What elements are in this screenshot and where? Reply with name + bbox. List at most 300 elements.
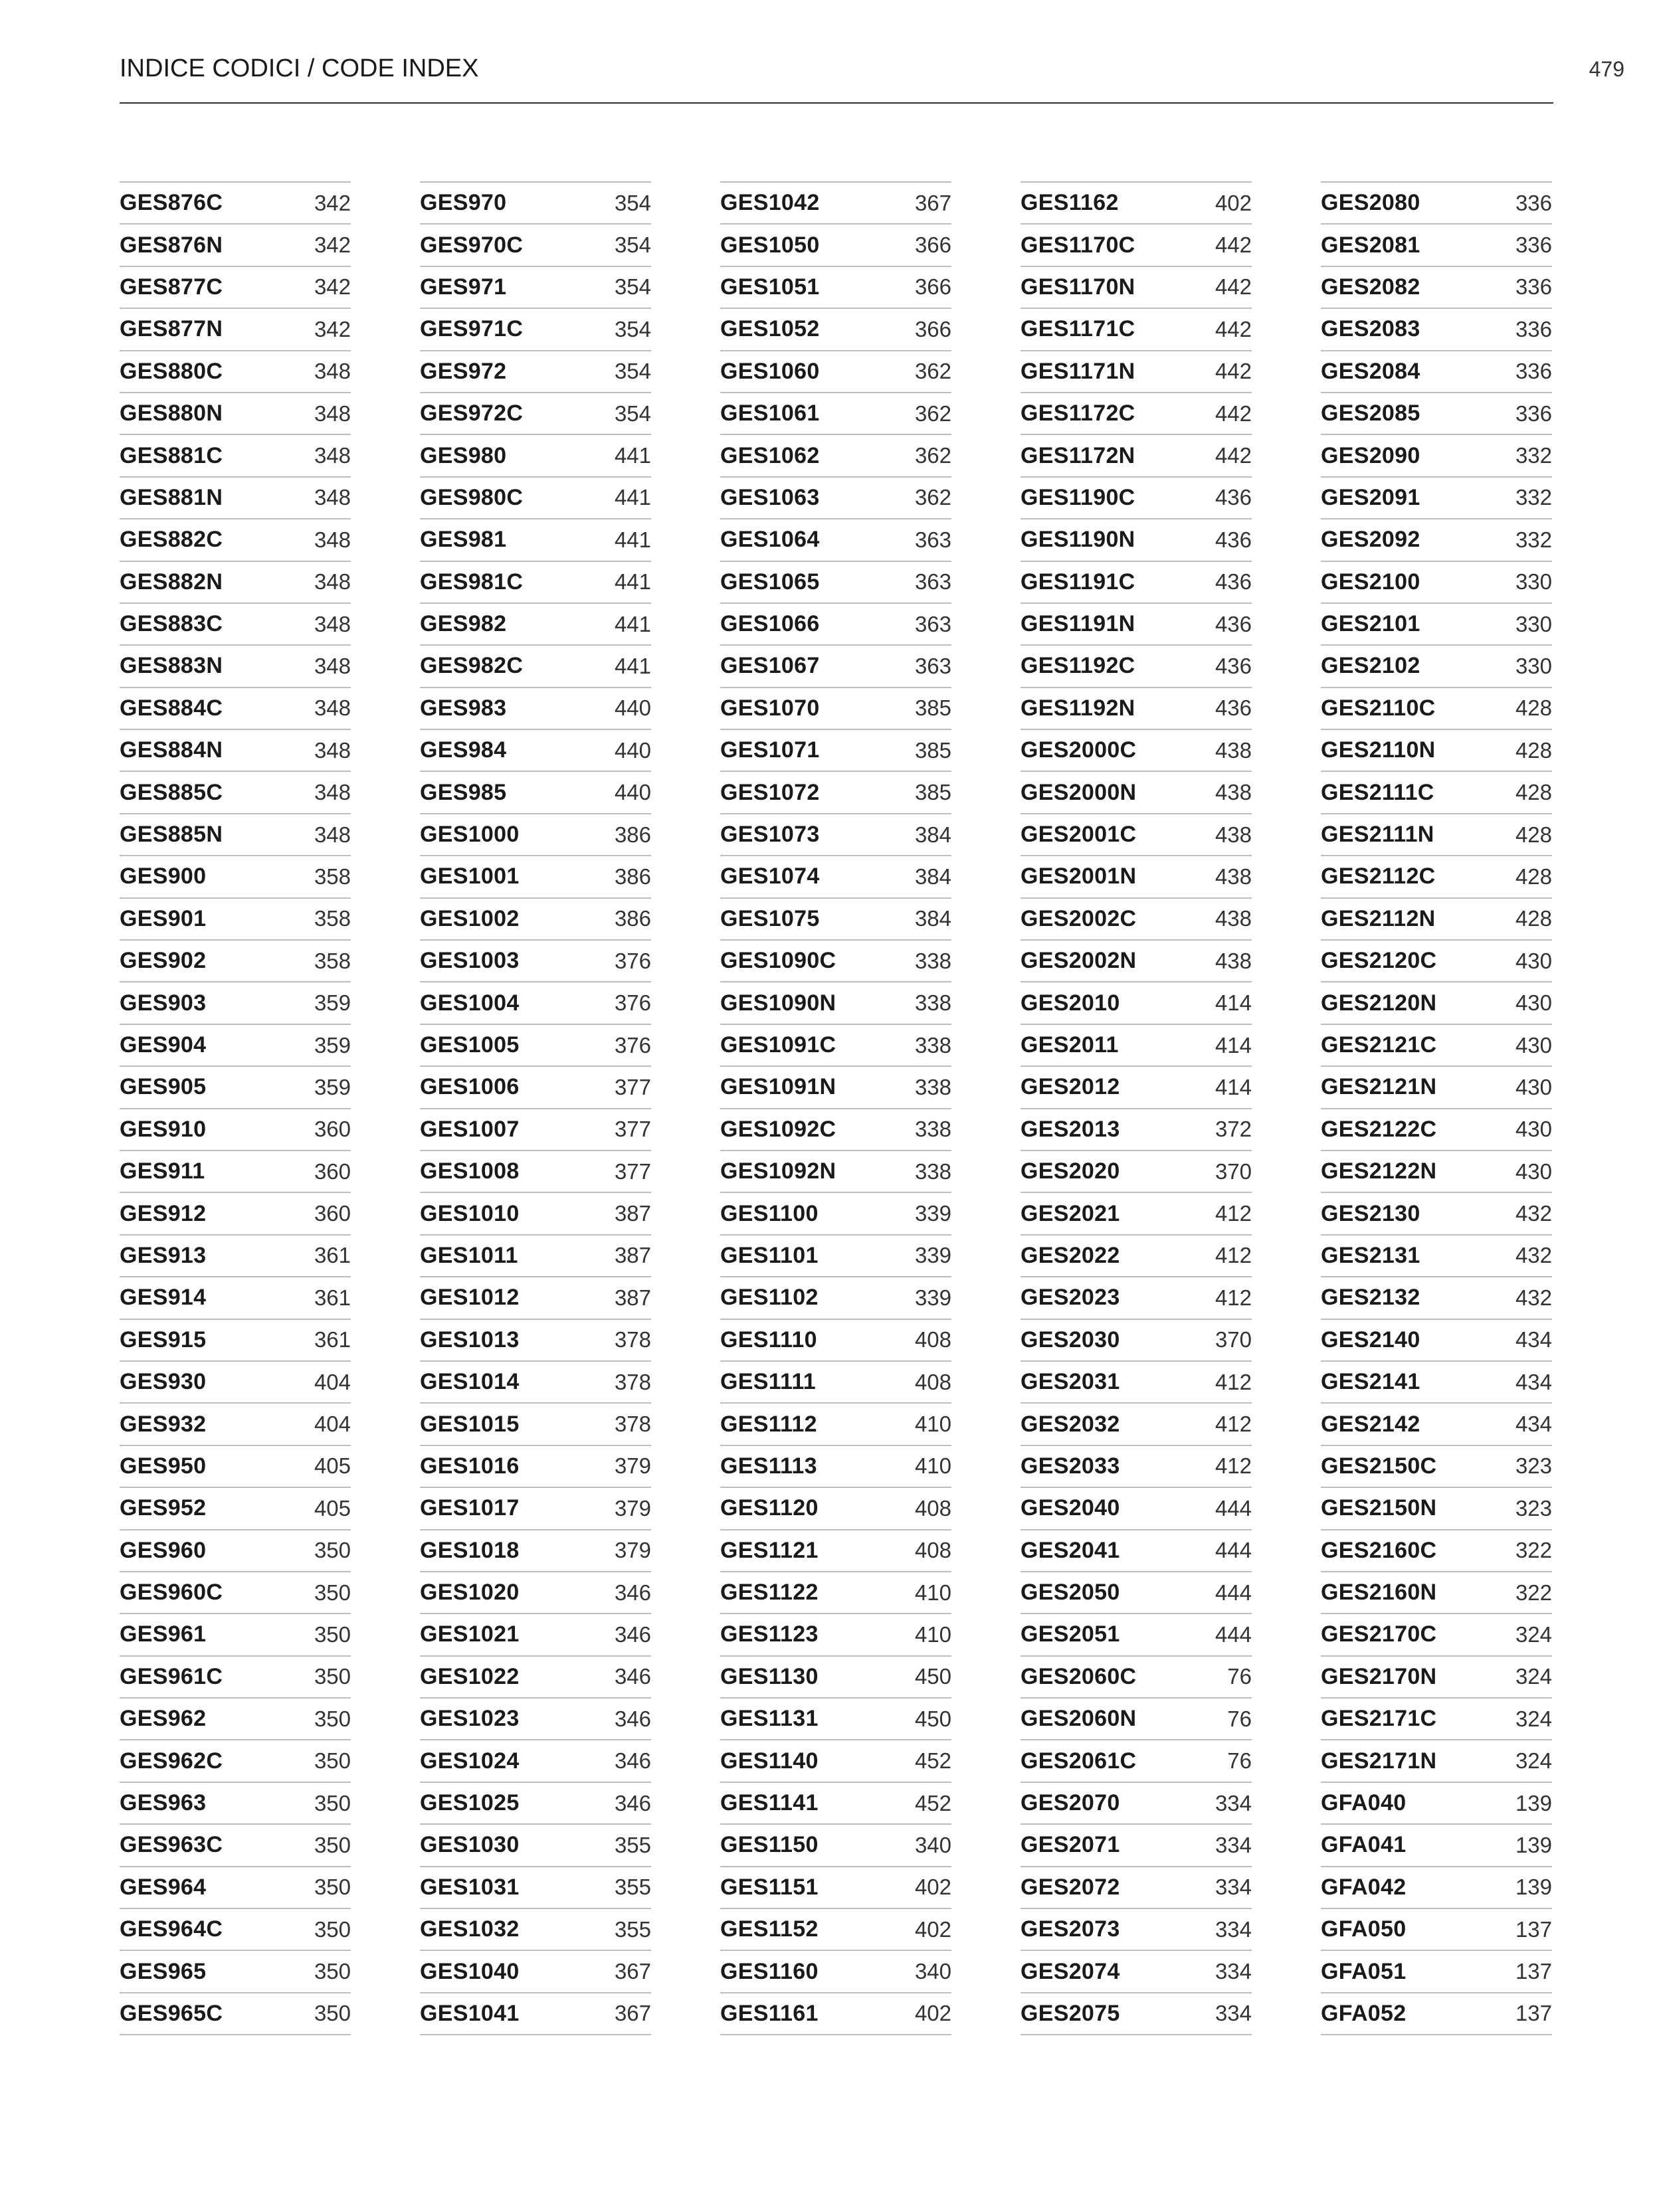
product-code: GES2121C xyxy=(1321,1032,1437,1058)
product-code: GES2071 xyxy=(1021,1832,1120,1858)
product-code: GES971C xyxy=(420,316,524,342)
index-row xyxy=(1321,1993,1552,2035)
page-reference: 342 xyxy=(314,190,351,215)
product-code: GES2001C xyxy=(1021,822,1137,848)
product-code: GES1014 xyxy=(420,1369,520,1395)
product-code: GES2171N xyxy=(1321,1748,1437,1774)
index-row xyxy=(720,1867,951,1909)
page-reference: 355 xyxy=(614,1916,651,1942)
page-reference: 428 xyxy=(1515,822,1552,847)
index-row xyxy=(120,267,351,309)
product-code: GES1022 xyxy=(420,1663,520,1689)
page-reference: 348 xyxy=(314,527,351,552)
product-code: GFA051 xyxy=(1321,1958,1407,1984)
index-row xyxy=(1321,1236,1552,1277)
page-reference: 346 xyxy=(614,1664,651,1689)
index-row xyxy=(1021,646,1252,688)
product-code: GES2032 xyxy=(1021,1411,1120,1437)
index-row xyxy=(420,1488,651,1530)
product-code: GES2041 xyxy=(1021,1537,1120,1563)
index-row xyxy=(720,1362,951,1404)
index-row xyxy=(120,1572,351,1614)
product-code: GES1170N xyxy=(1021,274,1135,300)
product-code: GES1160 xyxy=(720,1958,819,1984)
page-reference: 436 xyxy=(1215,695,1252,721)
index-row xyxy=(720,435,951,477)
index-row xyxy=(720,1277,951,1319)
page-reference: 379 xyxy=(614,1453,651,1479)
page-reference: 323 xyxy=(1515,1453,1552,1479)
product-code: GES901 xyxy=(120,905,207,931)
product-code: GES984 xyxy=(420,737,507,763)
product-code: GES1102 xyxy=(720,1285,819,1311)
product-code: GES1050 xyxy=(720,232,820,258)
page-reference: 360 xyxy=(314,1158,351,1184)
index-row xyxy=(120,1320,351,1362)
page-reference: 377 xyxy=(614,1074,651,1099)
index-row xyxy=(1021,435,1252,477)
page-reference: 441 xyxy=(614,569,651,595)
product-code: GES1025 xyxy=(420,1790,520,1816)
index-row xyxy=(720,309,951,351)
page-reference: 354 xyxy=(614,274,651,300)
page-reference: 440 xyxy=(614,780,651,805)
page-reference: 441 xyxy=(614,527,651,552)
product-code: GES1064 xyxy=(720,527,820,553)
index-row xyxy=(120,1404,351,1445)
index-row xyxy=(1021,1236,1252,1277)
index-row xyxy=(420,1740,651,1782)
product-code: GES962C xyxy=(120,1748,223,1774)
index-row xyxy=(720,1572,951,1614)
product-code: GES2160C xyxy=(1321,1537,1437,1563)
page-reference: 339 xyxy=(914,1201,951,1226)
page-reference: 360 xyxy=(314,1201,351,1226)
product-code: GES2132 xyxy=(1321,1285,1420,1311)
page-reference: 350 xyxy=(314,1959,351,1984)
page-reference: 350 xyxy=(314,2001,351,2026)
product-code: GES912 xyxy=(120,1200,207,1226)
index-row xyxy=(420,1320,651,1362)
page-reference: 440 xyxy=(614,695,651,721)
page-reference: 367 xyxy=(914,190,951,215)
index-row xyxy=(1321,1825,1552,1867)
product-code: GES1161 xyxy=(720,2000,819,2026)
product-code: GES1010 xyxy=(420,1200,520,1226)
page-reference: 442 xyxy=(1215,316,1252,341)
page-reference: 363 xyxy=(914,527,951,552)
page-reference: 342 xyxy=(314,274,351,300)
page-reference: 410 xyxy=(914,1412,951,1437)
product-code: GES2002C xyxy=(1021,905,1137,931)
page-reference: 336 xyxy=(1515,401,1552,426)
product-code: GES911 xyxy=(120,1158,205,1184)
product-code: GES1123 xyxy=(720,1621,819,1647)
page-reference: 434 xyxy=(1515,1412,1552,1437)
page-reference: 436 xyxy=(1215,653,1252,678)
product-code: GES1092C xyxy=(720,1116,836,1142)
product-code: GES1002 xyxy=(420,905,520,931)
index-row xyxy=(1321,1909,1552,1951)
page-reference: 76 xyxy=(1227,1748,1252,1774)
product-code: GES1171C xyxy=(1021,316,1135,342)
product-code: GES960C xyxy=(120,1580,223,1606)
product-code: GES2060N xyxy=(1021,1706,1137,1732)
page-reference: 376 xyxy=(614,990,651,1016)
page-reference: 402 xyxy=(914,2001,951,2026)
product-code: GES1131 xyxy=(720,1706,819,1732)
product-code: GES877N xyxy=(120,316,223,342)
product-code: GES2061C xyxy=(1021,1748,1137,1774)
index-row xyxy=(1021,1151,1252,1193)
page-reference: 444 xyxy=(1215,1580,1252,1605)
product-code: GES1021 xyxy=(420,1621,520,1647)
index-row xyxy=(1321,730,1552,772)
page-reference: 430 xyxy=(1515,1158,1552,1184)
product-code: GES1120 xyxy=(720,1495,819,1521)
index-row xyxy=(1321,688,1552,730)
index-row xyxy=(1321,1446,1552,1488)
index-row xyxy=(420,1362,651,1404)
index-row xyxy=(120,1614,351,1656)
product-code: GES883N xyxy=(120,653,223,679)
page-reference: 330 xyxy=(1515,611,1552,636)
product-code: GES961C xyxy=(120,1663,223,1689)
index-row xyxy=(420,814,651,856)
page-number: 479 xyxy=(1589,57,1624,81)
page-reference: 334 xyxy=(1215,1790,1252,1815)
page-reference: 350 xyxy=(314,1580,351,1605)
page-reference: 336 xyxy=(1515,232,1552,258)
page-reference: 438 xyxy=(1215,864,1252,889)
index-row xyxy=(420,1867,651,1909)
page-reference: 441 xyxy=(614,485,651,510)
product-code: GES1111 xyxy=(720,1369,816,1395)
page-reference: 360 xyxy=(314,1117,351,1142)
product-code: GES1121 xyxy=(720,1537,819,1563)
index-row xyxy=(1021,1572,1252,1614)
page-reference: 385 xyxy=(914,780,951,805)
index-row xyxy=(120,1740,351,1782)
index-row xyxy=(1321,309,1552,351)
index-row xyxy=(420,856,651,898)
index-row xyxy=(120,1699,351,1740)
page-reference: 358 xyxy=(314,906,351,931)
product-code: GES972C xyxy=(420,401,524,426)
page-reference: 354 xyxy=(614,190,651,215)
page-reference: 336 xyxy=(1515,190,1552,215)
index-row xyxy=(1321,1488,1552,1530)
page-reference: 384 xyxy=(914,906,951,931)
page-reference: 432 xyxy=(1515,1285,1552,1310)
product-code: GES2051 xyxy=(1021,1621,1120,1647)
index-row xyxy=(1321,1404,1552,1445)
index-row xyxy=(120,519,351,561)
product-code: GES1162 xyxy=(1021,190,1119,216)
index-row xyxy=(1021,562,1252,604)
product-code: GES915 xyxy=(120,1327,207,1352)
index-row xyxy=(1321,1025,1552,1067)
page-reference: 405 xyxy=(314,1495,351,1521)
index-row xyxy=(720,982,951,1024)
page-reference: 324 xyxy=(1515,1621,1552,1647)
page-reference: 334 xyxy=(1215,2001,1252,2026)
page-reference: 361 xyxy=(314,1285,351,1310)
product-code: GES1192N xyxy=(1021,695,1135,721)
page-reference: 350 xyxy=(314,1875,351,1900)
page-reference: 386 xyxy=(614,822,651,847)
page-reference: 414 xyxy=(1215,1074,1252,1099)
index-row xyxy=(1321,1657,1552,1699)
product-code: GES2100 xyxy=(1321,569,1420,595)
product-code: GES1066 xyxy=(720,611,820,637)
index-row xyxy=(720,1488,951,1530)
product-code: GES1090N xyxy=(720,990,836,1016)
product-code: GES1006 xyxy=(420,1074,520,1100)
page-reference: 346 xyxy=(614,1790,651,1815)
product-code: GES1020 xyxy=(420,1580,520,1606)
product-code: GES2013 xyxy=(1021,1116,1120,1142)
page-reference: 441 xyxy=(614,653,651,678)
index-row xyxy=(420,478,651,519)
index-row xyxy=(1021,730,1252,772)
index-row xyxy=(720,562,951,604)
index-row xyxy=(1021,1025,1252,1067)
index-row xyxy=(120,604,351,646)
product-code: GES2085 xyxy=(1321,401,1420,426)
product-code: GES2131 xyxy=(1321,1242,1420,1268)
product-code: GES1005 xyxy=(420,1032,520,1058)
page-reference: 384 xyxy=(914,822,951,847)
index-row xyxy=(720,393,951,435)
index-row xyxy=(1321,1151,1552,1193)
index-row xyxy=(720,1699,951,1740)
index-row xyxy=(1321,982,1552,1024)
product-code: GES2110N xyxy=(1321,737,1436,763)
product-code: GES882C xyxy=(120,527,223,553)
product-code: GES962 xyxy=(120,1706,207,1732)
index-row xyxy=(1021,1320,1252,1362)
product-code: GES2121N xyxy=(1321,1074,1437,1100)
index-row xyxy=(1021,1825,1252,1867)
index-row xyxy=(120,435,351,477)
product-code: GES1000 xyxy=(420,822,520,848)
page-reference: 323 xyxy=(1515,1495,1552,1521)
product-code: GES1061 xyxy=(720,401,820,426)
page-reference: 385 xyxy=(914,695,951,721)
product-code: GES2122N xyxy=(1321,1158,1437,1184)
index-row xyxy=(1321,1277,1552,1319)
index-row xyxy=(420,1783,651,1825)
page-reference: 350 xyxy=(314,1621,351,1647)
page-reference: 405 xyxy=(314,1453,351,1479)
index-row xyxy=(120,730,351,772)
product-code: GES2120N xyxy=(1321,990,1437,1016)
product-code: GES877C xyxy=(120,274,223,300)
product-code: GES2120C xyxy=(1321,948,1437,974)
page-reference: 362 xyxy=(914,485,951,510)
page-reference: 324 xyxy=(1515,1706,1552,1731)
page-reference: 430 xyxy=(1515,1117,1552,1142)
index-column-3 xyxy=(720,181,951,2035)
index-row xyxy=(1021,1067,1252,1109)
index-row xyxy=(120,183,351,225)
page-reference: 434 xyxy=(1515,1327,1552,1352)
index-row xyxy=(720,941,951,982)
index-row xyxy=(1021,1488,1252,1530)
page-reference: 354 xyxy=(614,316,651,341)
index-row xyxy=(420,393,651,435)
index-row xyxy=(720,1530,951,1572)
product-code: GES1003 xyxy=(420,948,520,974)
index-row xyxy=(120,1530,351,1572)
product-code: GES970C xyxy=(420,232,524,258)
page-reference: 346 xyxy=(614,1621,651,1647)
index-row xyxy=(120,899,351,941)
page-reference: 354 xyxy=(614,232,651,258)
index-row xyxy=(420,1909,651,1951)
index-row xyxy=(120,1951,351,1993)
index-row xyxy=(1021,1657,1252,1699)
page-reference: 441 xyxy=(614,443,651,468)
product-code: GES1008 xyxy=(420,1158,520,1184)
product-code: GES1172N xyxy=(1021,442,1135,468)
product-code: GES1091C xyxy=(720,1032,836,1058)
product-code: GES983 xyxy=(420,695,507,721)
page-reference: 412 xyxy=(1215,1369,1252,1394)
product-code: GES904 xyxy=(120,1032,207,1058)
index-row xyxy=(720,1067,951,1109)
product-code: GES2171C xyxy=(1321,1706,1437,1732)
product-code: GES1070 xyxy=(720,695,820,721)
index-column-4 xyxy=(1021,181,1252,2035)
page-reference: 324 xyxy=(1515,1664,1552,1689)
index-row xyxy=(420,1572,651,1614)
index-row xyxy=(1321,1740,1552,1782)
page-reference: 348 xyxy=(314,611,351,636)
page-reference: 348 xyxy=(314,653,351,678)
index-row xyxy=(420,1109,651,1151)
product-code: GES905 xyxy=(120,1074,207,1100)
product-code: GES1031 xyxy=(420,1874,520,1900)
index-row xyxy=(420,730,651,772)
index-row xyxy=(120,814,351,856)
product-code: GES980C xyxy=(420,484,524,510)
page-reference: 436 xyxy=(1215,569,1252,595)
product-code: GES876C xyxy=(120,190,223,216)
page-reference: 441 xyxy=(614,611,651,636)
page-reference: 342 xyxy=(314,316,351,341)
page-reference: 370 xyxy=(1215,1158,1252,1184)
index-row xyxy=(120,309,351,351)
product-code: GES2080 xyxy=(1321,190,1420,216)
page-reference: 348 xyxy=(314,485,351,510)
index-row xyxy=(420,688,651,730)
index-row xyxy=(720,1404,951,1445)
index-row xyxy=(120,478,351,519)
product-code: GES885C xyxy=(120,779,223,805)
page-reference: 346 xyxy=(614,1580,651,1605)
page-reference: 452 xyxy=(914,1790,951,1815)
product-code: GES1042 xyxy=(720,190,820,216)
product-code: GES2070 xyxy=(1021,1790,1120,1816)
page-reference: 442 xyxy=(1215,274,1252,300)
page-reference: 350 xyxy=(314,1832,351,1857)
index-row xyxy=(720,1783,951,1825)
index-row xyxy=(420,1657,651,1699)
product-code: GES2170C xyxy=(1321,1621,1437,1647)
page-reference: 442 xyxy=(1215,359,1252,384)
index-row xyxy=(420,183,651,225)
page-reference: 434 xyxy=(1515,1369,1552,1394)
index-row xyxy=(1321,899,1552,941)
index-row xyxy=(420,267,651,309)
product-code: GES2090 xyxy=(1321,442,1420,468)
page-reference: 362 xyxy=(914,359,951,384)
index-row xyxy=(1321,267,1552,309)
index-row xyxy=(420,982,651,1024)
page-reference: 450 xyxy=(914,1706,951,1731)
index-row xyxy=(720,730,951,772)
index-row xyxy=(720,1320,951,1362)
page-reference: 358 xyxy=(314,864,351,889)
page-reference: 322 xyxy=(1515,1580,1552,1605)
index-row xyxy=(1021,478,1252,519)
index-row xyxy=(420,899,651,941)
product-code: GES1017 xyxy=(420,1495,520,1521)
index-row xyxy=(720,1614,951,1656)
product-code: GES981C xyxy=(420,569,524,595)
page-reference: 432 xyxy=(1515,1201,1552,1226)
product-code: GES1130 xyxy=(720,1663,819,1689)
page-reference: 346 xyxy=(614,1706,651,1731)
product-code: GES1023 xyxy=(420,1706,520,1732)
index-row xyxy=(720,351,951,393)
page-reference: 444 xyxy=(1215,1538,1252,1563)
page-reference: 452 xyxy=(914,1748,951,1774)
index-row xyxy=(1021,899,1252,941)
page-reference: 438 xyxy=(1215,780,1252,805)
product-code: GES1170C xyxy=(1021,232,1135,258)
product-code: GES963C xyxy=(120,1832,223,1858)
page-reference: 363 xyxy=(914,611,951,636)
product-code: GES2150N xyxy=(1321,1495,1437,1521)
page-reference: 348 xyxy=(314,401,351,426)
page-reference: 436 xyxy=(1215,527,1252,552)
index-row xyxy=(120,1993,351,2035)
product-code: GES1140 xyxy=(720,1748,819,1774)
index-row xyxy=(420,646,651,688)
index-row xyxy=(720,519,951,561)
index-row xyxy=(1321,856,1552,898)
page-reference: 338 xyxy=(914,1117,951,1142)
page-reference: 322 xyxy=(1515,1538,1552,1563)
product-code: GES1018 xyxy=(420,1537,520,1563)
index-row xyxy=(120,1783,351,1825)
product-code: GFA041 xyxy=(1321,1832,1407,1858)
page-reference: 408 xyxy=(914,1495,951,1521)
product-code: GES930 xyxy=(120,1369,207,1395)
page-reference: 339 xyxy=(914,1243,951,1268)
page-reference: 404 xyxy=(314,1369,351,1394)
page-reference: 362 xyxy=(914,401,951,426)
product-code: GES1075 xyxy=(720,905,820,931)
index-row xyxy=(1321,351,1552,393)
index-row xyxy=(1021,1699,1252,1740)
page-reference: 363 xyxy=(914,653,951,678)
index-column-1 xyxy=(120,181,351,2035)
product-code: GES880C xyxy=(120,358,223,384)
